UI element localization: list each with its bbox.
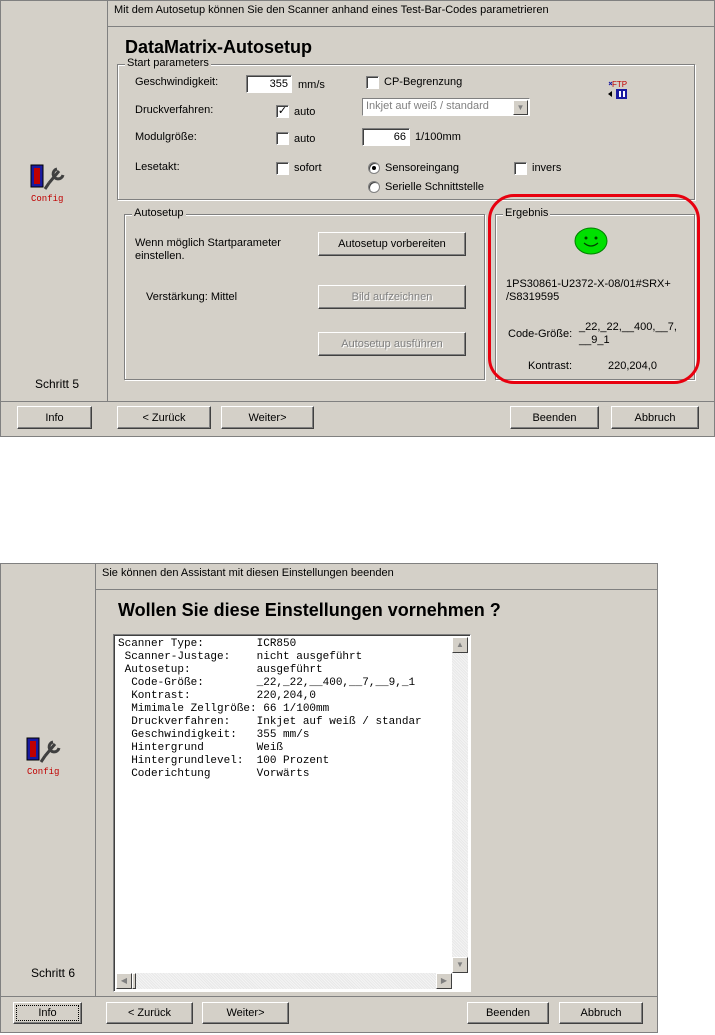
result-highlight-ellipse xyxy=(488,194,700,384)
module-size-input[interactable]: 66 xyxy=(362,128,410,146)
contrast-label: Kontrast: xyxy=(528,360,573,372)
scroll-down-button[interactable]: ▼ xyxy=(452,957,468,973)
finish-button[interactable]: Beenden xyxy=(467,1002,549,1024)
speed-label: Geschwindigkeit: xyxy=(135,76,219,88)
code-size-label: Code-Größe: xyxy=(508,328,573,340)
page-title: Wollen Sie diese Einstellungen vornehmen ? xyxy=(118,600,501,620)
page-title: DataMatrix-Autosetup xyxy=(125,37,313,57)
info-button[interactable]: Info xyxy=(13,1002,82,1024)
config-icon xyxy=(29,163,79,205)
horizontal-scrollbar[interactable] xyxy=(116,973,452,989)
wizard-side-panel xyxy=(1,1,108,401)
svg-text:FTP: FTP xyxy=(612,80,628,89)
back-button[interactable]: < Zurück xyxy=(117,406,211,429)
record-image-button[interactable]: Bild aufzeichnen xyxy=(318,285,466,309)
next-button[interactable]: Weiter> xyxy=(202,1002,289,1024)
group-label: Ergebnis xyxy=(505,207,549,219)
wizard-side-panel xyxy=(1,564,96,996)
sensor-input-radio[interactable] xyxy=(368,162,380,174)
speed-input[interactable]: 355 xyxy=(246,75,292,93)
autosetup-group xyxy=(124,207,485,380)
svg-text:Config: Config xyxy=(27,767,60,777)
serial-interface-radio[interactable] xyxy=(368,181,380,193)
cp-limit-checkbox[interactable] xyxy=(366,76,379,89)
back-button[interactable]: < Zurück xyxy=(106,1002,193,1024)
prepare-autosetup-button[interactable]: Autosetup vorbereiten xyxy=(318,232,466,256)
module-size-label: Modulgröße: xyxy=(135,131,197,143)
code-size-value: _22,_22,__400,__7, __9_1 xyxy=(579,321,677,346)
start-parameters-group xyxy=(117,57,695,200)
read-trigger-label: Lesetakt: xyxy=(135,161,180,173)
group-label: Start parameters xyxy=(127,57,209,69)
print-auto-checkbox[interactable]: ✓ xyxy=(277,105,288,117)
next-button[interactable]: Weiter> xyxy=(221,406,314,429)
read-immediate-checkbox[interactable] xyxy=(276,162,289,175)
invers-label: invers xyxy=(532,162,562,174)
settings-summary-text: Scanner Type: ICR850 Scanner-Justage: nicht ausgeführt Autosetup: ausgeführt Code-Größe: _22,_22,__400,__7,__9,_1 Kontrast: 220,204,0 Mimimale Zellgröße: 66 1/100mm Druckverfahren: Inkjet auf weiß / standar Geschwindigkeit: 355 mm/s Hintergrund Weiß Hintergrundlevel: 100 Prozent Coderichtung Vorwärts xyxy=(118,638,422,780)
autosetup-window xyxy=(0,0,715,437)
chevron-down-icon[interactable]: ▼ xyxy=(513,100,528,115)
cp-limit-label: CP-Begrenzung xyxy=(384,76,463,88)
serial-interface-label: Serielle Schnittstelle xyxy=(385,181,485,193)
print-method-value: Inkjet auf weiß / standard xyxy=(366,100,489,112)
info-button[interactable]: Info xyxy=(17,406,92,429)
scroll-up-button[interactable]: ▲ xyxy=(452,637,468,653)
header-text: Mit dem Autosetup können Sie den Scanner anhand eines Test-Bar-Codes parametrieren xyxy=(108,1,714,27)
button-bar xyxy=(1,401,714,437)
vertical-scrollbar[interactable] xyxy=(452,637,468,973)
run-autosetup-button[interactable]: Autosetup ausführen xyxy=(318,332,466,356)
module-unit: 1/100mm xyxy=(415,131,461,143)
header-text: Sie können den Assistant mit diesen Einstellungen beenden xyxy=(96,564,657,590)
invers-checkbox[interactable] xyxy=(514,162,527,175)
gain-label: Verstärkung: Mittel xyxy=(146,291,238,303)
module-auto-checkbox[interactable] xyxy=(276,132,289,145)
scroll-thumb[interactable] xyxy=(132,973,136,989)
sensor-input-label: Sensoreingang xyxy=(385,162,460,174)
group-label: Autosetup xyxy=(134,207,184,219)
cancel-button[interactable]: Abbruch xyxy=(559,1002,643,1024)
finish-button[interactable]: Beenden xyxy=(510,406,599,429)
decoded-code: 1PS30861-U2372-X-08/01#SRX+ /S8319595 xyxy=(506,278,671,303)
summary-window xyxy=(0,563,658,1033)
ftp-icon xyxy=(606,78,630,100)
settings-summary-textarea[interactable] xyxy=(113,634,471,992)
cancel-button[interactable]: Abbruch xyxy=(611,406,699,429)
print-auto-label: auto xyxy=(294,106,316,118)
print-method-label: Druckverfahren: xyxy=(135,104,214,116)
config-icon xyxy=(25,736,75,778)
module-auto-label: auto xyxy=(294,133,316,145)
autosetup-hint: Wenn möglich Startparameter einstellen. xyxy=(135,237,281,262)
contrast-value: 220,204,0 xyxy=(608,360,657,372)
step-label: Schritt 6 xyxy=(31,966,76,980)
step-label: Schritt 5 xyxy=(35,377,80,391)
read-immediate-label: sofort xyxy=(294,162,322,174)
print-method-select[interactable] xyxy=(362,98,530,116)
scroll-right-button[interactable]: ▶ xyxy=(436,973,452,989)
scroll-left-button[interactable]: ◀ xyxy=(116,973,132,989)
svg-text:Config: Config xyxy=(31,194,64,204)
speed-unit: mm/s xyxy=(298,79,325,91)
